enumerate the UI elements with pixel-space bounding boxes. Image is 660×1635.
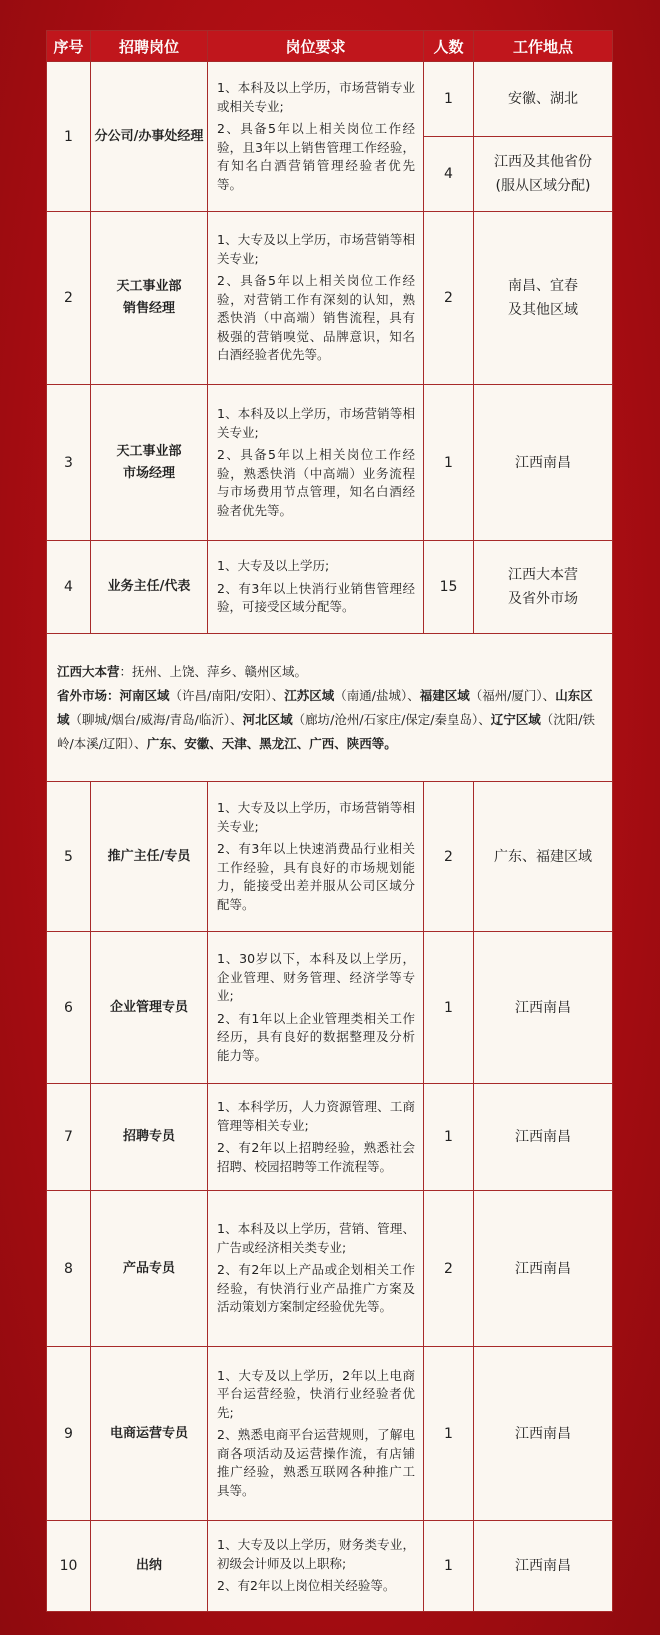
location-line: 及其他区域	[508, 302, 578, 318]
region-cities: （福州/厦门）、	[469, 687, 556, 703]
row-location: 江西南昌	[474, 932, 613, 1084]
row-count: 2	[424, 782, 474, 932]
row-requirements	[208, 1347, 424, 1521]
requirement-item: 2、熟悉电商平台运营规则，了解电商各项活动及运营操作流，有店铺推广经验，熟悉互联网各种推广工具等。	[217, 1427, 415, 1498]
row-location: 江西南昌	[474, 1347, 613, 1521]
header-no: 序号	[47, 31, 91, 62]
position-line: 市场经理	[122, 465, 175, 481]
row-location: 江西南昌	[474, 1191, 613, 1347]
requirement-item: 1、本科及以上学历，市场营销专业或相关专业;	[217, 80, 415, 114]
region-cities: （廊坊/沧州/石家庄/保定/秦皇岛）、	[292, 711, 491, 727]
row-no: 10	[47, 1521, 91, 1612]
region-name: 河北区域	[242, 711, 293, 727]
table-row	[47, 385, 613, 541]
header-location: 工作地点	[474, 31, 613, 62]
row-location: 江西南昌	[474, 1521, 613, 1612]
base-region-label: 江西大本营	[57, 663, 120, 679]
region-cities: （聊城/烟台/威海/青岛/临沂）、	[69, 711, 243, 727]
requirement-item: 1、大专及以上学历，市场营销等相关专业;	[217, 800, 415, 834]
row-location: 江西南昌	[474, 1084, 613, 1191]
row-count: 1	[424, 1084, 474, 1191]
row-requirements	[208, 932, 424, 1084]
row-no: 4	[47, 541, 91, 634]
requirement-item: 2、有2年以上岗位相关经验等。	[217, 1578, 396, 1594]
table-row	[47, 212, 613, 385]
table-row	[47, 782, 613, 932]
requirement-item: 1、大专及以上学历，市场营销等相关专业;	[217, 232, 415, 266]
row-no: 9	[47, 1347, 91, 1521]
region-name: 河南区域	[119, 687, 170, 703]
row-count: 1	[424, 385, 474, 541]
requirement-item: 2、有2年以上产品或企划相关工作经验，有快消行业产品推广方案及活动策划方案制定经验优先等。	[217, 1262, 415, 1315]
requirement-item: 1、大专及以上学历，财务类专业，初级会计师及以上职称;	[217, 1537, 415, 1571]
position-line: 天工事业部	[116, 279, 182, 294]
row-count: 1	[424, 1347, 474, 1521]
header-row	[47, 31, 613, 62]
row-position: 产品专员	[91, 1191, 208, 1347]
requirement-item: 2、有3年以上快速消费品行业相关工作经验，具有良好的市场规划能力，能接受出差并服从公司区域分配等。	[217, 841, 415, 912]
requirement-item: 2、具备5年以上相关岗位工作经验，对营销工作有深刻的认知，熟悉快消（中高端）销售流程，具有极强的营销嗅觉、品牌意识，知名白酒经验者优先等。	[217, 273, 415, 363]
row-count: 1	[424, 62, 474, 137]
table-row	[47, 1521, 613, 1612]
row-no: 7	[47, 1084, 91, 1191]
row-position: 业务主任/代表	[91, 541, 208, 634]
row-requirements	[208, 541, 424, 634]
row-position: 电商运营专员	[91, 1347, 208, 1521]
requirement-item: 1、大专及以上学历，2年以上电商平台运营经验，快消行业经验者优先;	[217, 1367, 415, 1420]
requirement-item: 2、有3年以上快消行业销售管理经验，可接受区域分配等。	[217, 580, 415, 615]
requirement-item: 1、本科及以上学历，市场营销等相关专业;	[217, 406, 415, 440]
row-requirements	[208, 1521, 424, 1612]
row-requirements	[208, 1084, 424, 1191]
row-count: 2	[424, 1191, 474, 1347]
recruitment-table-panel	[46, 30, 612, 1612]
base-region-text: ：抚州、上饶、萍乡、赣州区域。	[119, 663, 308, 679]
region-name: 辽宁区域	[490, 711, 541, 727]
table-row	[47, 932, 613, 1084]
row-requirements	[208, 212, 424, 385]
row-requirements	[208, 782, 424, 932]
row-location	[474, 212, 613, 385]
out-region-line	[57, 684, 602, 756]
out-region-label: 省外市场：	[57, 687, 120, 703]
location-line: 及省外市场	[508, 591, 578, 607]
row-no: 2	[47, 212, 91, 385]
row-requirements	[208, 385, 424, 541]
row-count: 1	[424, 1521, 474, 1612]
row-location: 江西南昌	[474, 385, 613, 541]
location-line: (服从区域分配)	[495, 178, 591, 194]
row-location: 广东、福建区域	[474, 782, 613, 932]
row-position	[91, 385, 208, 541]
requirement-item: 2、具备5年以上相关岗位工作经验，熟悉快消（中高端）业务流程与市场费用节点管理，知名白酒经验者优先等。	[217, 447, 415, 518]
requirement-item: 1、本科及以上学历，营销、管理、广告或经济相关类专业;	[217, 1221, 415, 1255]
position-line: 销售经理	[122, 301, 175, 316]
location-line: 南昌、宜春	[508, 278, 578, 294]
row-location	[474, 541, 613, 634]
requirement-item: 2、有2年以上招聘经验，熟悉社会招聘、校园招聘等工作流程等。	[217, 1140, 415, 1174]
region-cities: （南通/盐城）、	[334, 687, 420, 703]
region-name: 江苏区域	[284, 687, 335, 703]
row-requirements	[208, 62, 424, 212]
table-row	[47, 1084, 613, 1191]
row-position: 企业管理专员	[91, 932, 208, 1084]
table-row	[47, 1191, 613, 1347]
position-line: 天工事业部	[116, 443, 182, 459]
region-note	[47, 634, 613, 782]
row-position: 推广主任/专员	[91, 782, 208, 932]
location-line: 江西大本营	[508, 567, 578, 583]
region-cities: （许昌/南阳/安阳）、	[169, 687, 285, 703]
row-count: 1	[424, 932, 474, 1084]
row-count: 2	[424, 212, 474, 385]
recruitment-table	[46, 30, 613, 1612]
requirement-item: 2、有1年以上企业管理类相关工作经历，具有良好的数据整理及分析能力等。	[217, 1010, 415, 1063]
row-requirements	[208, 1191, 424, 1347]
table-row	[47, 541, 613, 634]
row-no: 3	[47, 385, 91, 541]
header-count: 人数	[424, 31, 474, 62]
row-position: 招聘专员	[91, 1084, 208, 1191]
region-name: 福建区域	[419, 687, 470, 703]
requirement-item: 1、本科学历，人力资源管理、工商管理等相关专业;	[217, 1099, 415, 1133]
row-position: 分公司/办事处经理	[91, 62, 208, 212]
base-region-line	[57, 660, 602, 684]
requirement-item: 1、大专及以上学历;	[217, 558, 330, 574]
row-no: 8	[47, 1191, 91, 1347]
row-position	[91, 212, 208, 385]
row-count: 15	[424, 541, 474, 634]
row-no: 1	[47, 62, 91, 212]
region-cities: （沈阳/铁岭/本溪/辽阳）、	[57, 711, 595, 751]
table-row	[47, 62, 613, 137]
table-row	[47, 1347, 613, 1521]
region-note-row	[47, 634, 613, 782]
header-requirements: 岗位要求	[208, 31, 424, 62]
row-position: 出纳	[91, 1521, 208, 1612]
row-no: 6	[47, 932, 91, 1084]
requirement-item: 1、30岁以下，本科及以上学历，企业管理、财务管理、经济学等专业;	[217, 951, 415, 1003]
requirement-item: 2、具备5年以上相关岗位工作经验，且3年以上销售管理工作经验，有知名白酒营销管理经验者优先等。	[217, 121, 415, 192]
row-no: 5	[47, 782, 91, 932]
row-location	[474, 137, 613, 212]
region-name: 广东、安徽、天津、黑龙江、广西、陕西等。	[146, 735, 397, 751]
row-count: 4	[424, 137, 474, 212]
row-location: 安徽、湖北	[474, 62, 613, 137]
header-position: 招聘岗位	[91, 31, 208, 62]
region-name: 山东区域	[57, 687, 593, 727]
location-line: 江西及其他省份	[494, 154, 592, 170]
